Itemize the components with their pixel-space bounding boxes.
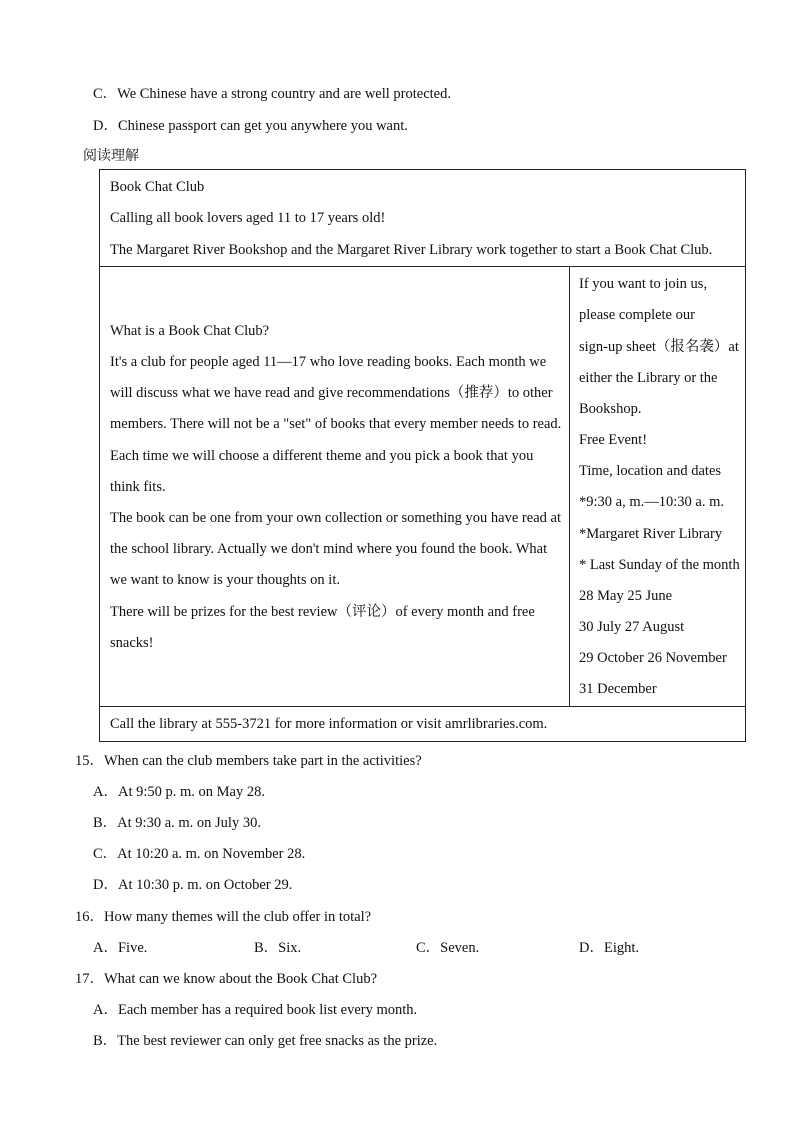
body-line: The book can be one from your own collection or something you have read at	[110, 510, 561, 526]
info-line: *9:30 a, m.—10:30 a. m.	[579, 494, 724, 510]
option-d: D．Chinese passport can get you anywhere you want.	[93, 118, 408, 134]
question-17-option-b[interactable]: B．The best reviewer can only get free snacks as the prize.	[93, 1033, 438, 1049]
body-line: It's a club for people aged 11—17 who love reading books. Each month we	[110, 354, 547, 370]
info-line: 30 July 27 August	[579, 619, 685, 635]
info-line: * Last Sunday of the month	[579, 557, 740, 573]
notice-footer-box	[99, 706, 746, 742]
body-line: What is a Book Chat Club?	[110, 323, 270, 339]
body-line: Each time we will choose a different theme and you pick a book that you	[110, 448, 534, 464]
body-line: snacks!	[110, 635, 154, 651]
notice-footer: Call the library at 555-3721 for more information or visit amrlibraries.com.	[110, 716, 548, 732]
body-line: the school library. Actually we don't mind where you found the book. What	[110, 541, 548, 557]
info-line: If you want to join us,	[579, 276, 708, 292]
question-16-option-b[interactable]: B．Six.	[254, 940, 302, 956]
notice-body-left	[99, 266, 570, 707]
notice-subtitle: Calling all book lovers aged 11 to 17 years old!	[110, 210, 386, 226]
info-line: Time, location and dates	[579, 463, 722, 479]
info-line: *Margaret River Library	[579, 526, 723, 542]
section-label: 阅读理解	[83, 148, 139, 164]
info-line: Bookshop.	[579, 401, 642, 417]
info-line: 31 December	[579, 681, 657, 697]
info-line: either the Library or the	[579, 370, 718, 386]
body-line: There will be prizes for the best review（评论）of every month and free	[110, 604, 535, 620]
option-c: C．We Chinese have a strong country and are well protected.	[93, 86, 451, 102]
question-15-option-b[interactable]: B．At 9:30 a. m. on July 30.	[93, 815, 261, 831]
question-16-stem: 16．How many themes will the club offer in total?	[75, 909, 372, 925]
notice-body-right	[569, 266, 746, 707]
body-line: think fits.	[110, 479, 166, 495]
question-16-option-a[interactable]: A．Five.	[93, 940, 148, 956]
question-17-stem: 17．What can we know about the Book Chat Club?	[75, 971, 378, 987]
info-line: 29 October 26 November	[579, 650, 727, 666]
question-17-option-a[interactable]: A．Each member has a required book list every month.	[93, 1002, 418, 1018]
question-15-stem: 15．When can the club members take part in the activities?	[75, 753, 422, 769]
info-line: 28 May 25 June	[579, 588, 673, 604]
body-line: members. There will not be a "set" of books that every member needs to read.	[110, 416, 562, 432]
notice-header-box	[99, 169, 746, 267]
body-line: will discuss what we have read and give recommendations（推荐）to other	[110, 385, 553, 401]
question-15-option-a[interactable]: A．At 9:50 p. m. on May 28.	[93, 784, 265, 800]
question-15-option-d[interactable]: D．At 10:30 p. m. on October 29.	[93, 877, 293, 893]
info-line: Free Event!	[579, 432, 648, 448]
info-line: please complete our	[579, 307, 695, 323]
info-line: sign-up sheet（报名袭）at	[579, 339, 739, 355]
notice-title: Book Chat Club	[110, 179, 205, 195]
question-15-option-c[interactable]: C．At 10:20 a. m. on November 28.	[93, 846, 306, 862]
body-line: we want to know is your thoughts on it.	[110, 572, 340, 588]
question-16-option-d[interactable]: D．Eight.	[579, 940, 640, 956]
question-16-option-c[interactable]: C．Seven.	[416, 940, 480, 956]
notice-intro: The Margaret River Bookshop and the Margaret River Library work together to start a Book Chat Club.	[110, 242, 713, 258]
